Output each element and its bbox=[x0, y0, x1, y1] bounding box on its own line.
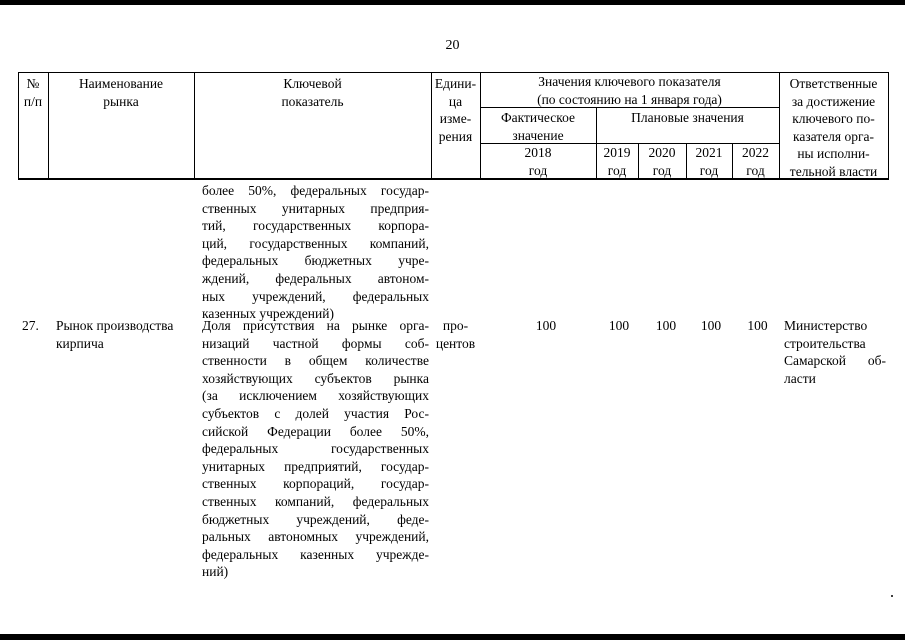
col-line bbox=[888, 72, 889, 179]
header-year-2021: 2021 год bbox=[695, 145, 723, 178]
header-market-name: Наименование рынка bbox=[78, 76, 164, 109]
table-header bbox=[18, 72, 889, 179]
market-name: Рынок производства кирпича bbox=[56, 318, 174, 351]
indicator-text: Доля присутствия на рынке орга- низаций частной формы соб- ственности в общем количестве хозяйствующих субъектов рынка (за исключением хозяйствующих субъектов с долей участия Рос- сийской Федерации более 50%, федеральных государственных унитарных предприятий, государ- ственных корпораций, государ- ственных компаний, федеральных бюджетных учреждений, феде- ральных автономных учреждений, федеральных казенных учрежде- ний) bbox=[202, 318, 429, 580]
responsible-body: Министерство строительства Самарской об- ласти bbox=[784, 318, 886, 386]
header-values-title: Значения ключевого показателя (по состоянию на 1 января года) bbox=[537, 74, 722, 107]
value-2020: 100 bbox=[655, 318, 677, 333]
header-actual-value: Фактическое значение bbox=[500, 110, 576, 143]
header-num: № п/п bbox=[23, 76, 43, 109]
header-year-2018: 2018 год bbox=[524, 145, 552, 178]
header-year-2022: 2022 год bbox=[742, 145, 769, 178]
continuation-text: более 50%, федеральных государ- ственных унитарных предприя- тий, государственных корпора- ций, государственных компаний, федеральных бюджетных учре- ждений, федеральных автоном- ных учреждений, федеральных казенных учреждений) bbox=[202, 183, 429, 322]
header-year-2019: 2019 год bbox=[603, 145, 631, 178]
value-2022: 100 bbox=[747, 318, 768, 333]
value-2021: 100 bbox=[700, 318, 722, 333]
value-2018: 100 bbox=[535, 318, 557, 333]
bottom-border bbox=[0, 634, 905, 640]
scan-speck bbox=[891, 595, 893, 597]
header-responsible: Ответственные за достижение ключевого по- казателя орга- ны исполни- тельной власти bbox=[789, 76, 878, 179]
header-planned-values: Плановые значения bbox=[631, 110, 744, 125]
header-key-indicator: Ключевой показатель bbox=[281, 76, 344, 109]
header-year-2020: 2020 год bbox=[648, 145, 676, 178]
row-number: 27. bbox=[22, 318, 39, 333]
page-number: 20 bbox=[445, 38, 460, 53]
header-unit: Едини- ца изме- рения bbox=[434, 76, 477, 144]
value-2019: 100 bbox=[608, 318, 630, 333]
top-border bbox=[0, 0, 905, 5]
unit-cell: про- центов bbox=[435, 318, 476, 351]
